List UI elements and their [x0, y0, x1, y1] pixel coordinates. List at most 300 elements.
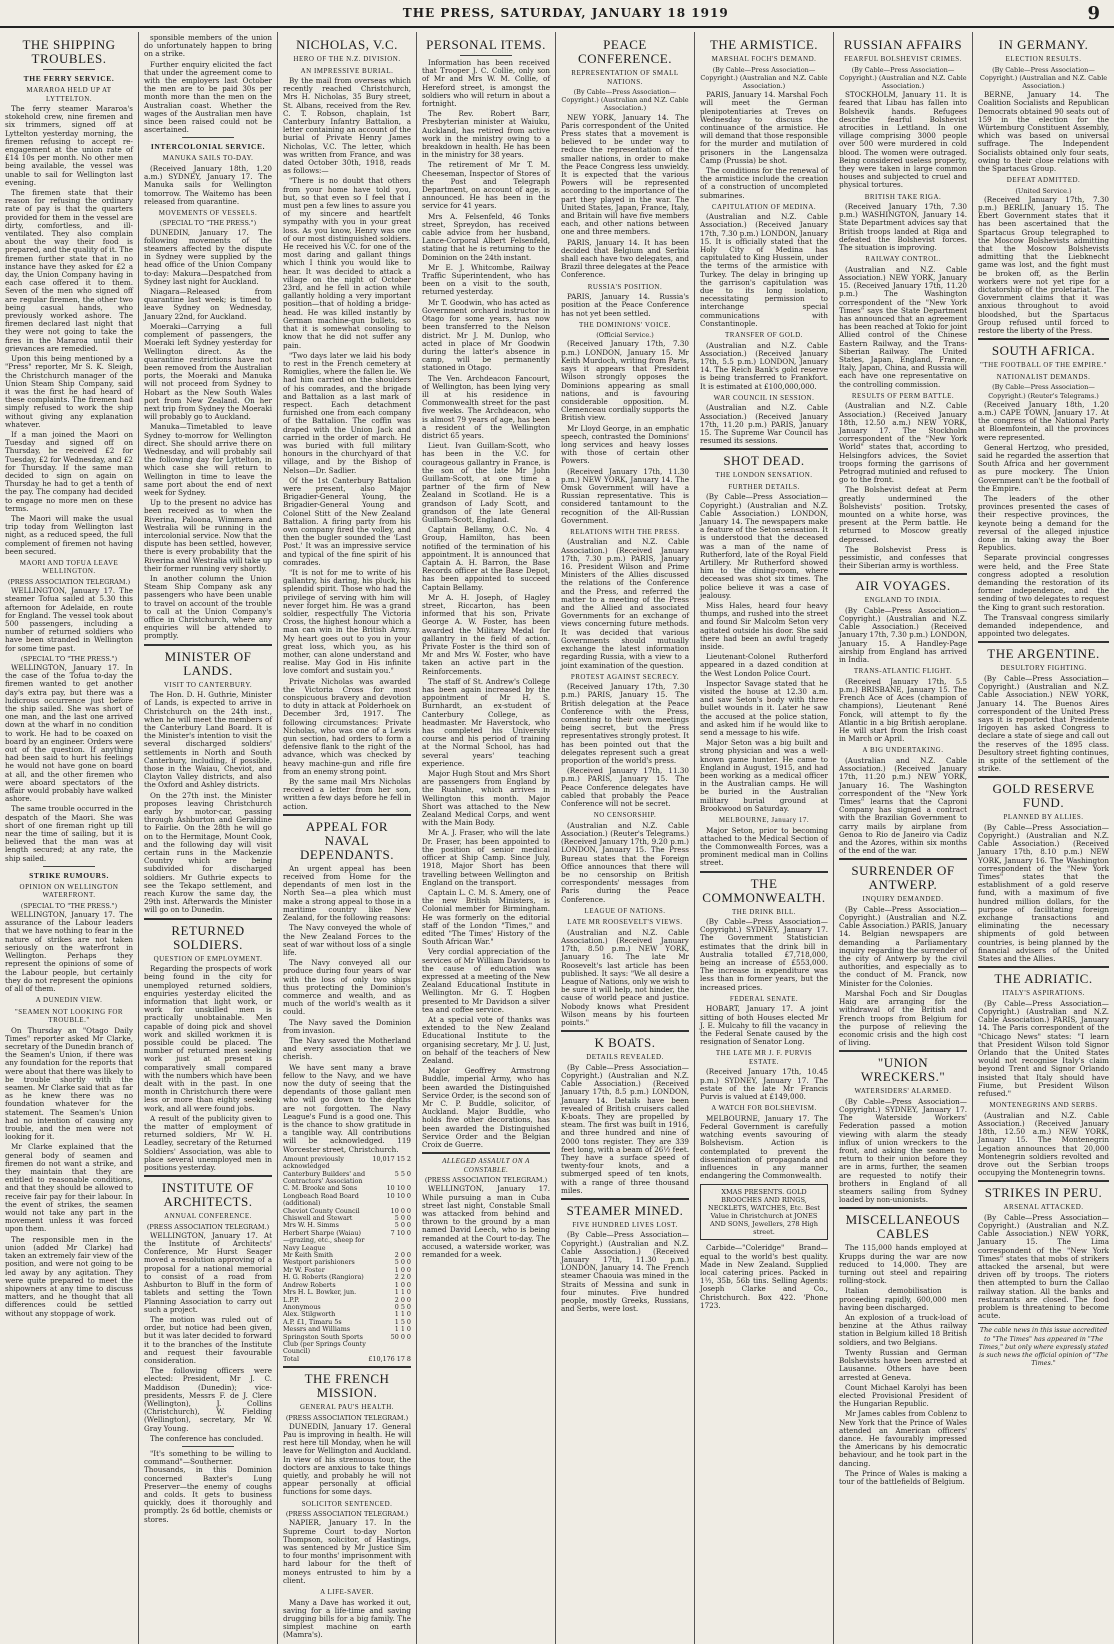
paragraph: (Australian and N.Z. Cable Association.) (Received January 17th, 5.5 p.m.) LONDON, January 14. The Reich Bank's gold reserve is being transferred to Frankfort. It is estimated at £100,000,000.	[700, 340, 828, 391]
paragraph: (Received January 17th, 5.5 p.m.) BRISBANE, January 15. The French Ace of Aces (champion of champions), Lieutenant René Fonck, will attempt to fly the Atlantic in a big British aeroplane. He will start from the Irish coast in March or April.	[839, 676, 967, 744]
paragraph: "There is no doubt that others from your home have told you, but, so that even so I feel that I must pen a few lines to assure you of my sincere and heartfelt sympathy with you in your great loss. As you know, Henry was one of our most distinguished soldiers. He received his V.C. for one of the most daring and gallant things which I think you would like to hear. It was decided to attack a village on the night of October 23rd, and he fell in action while gallantly holding a very important position—that of holding a bridge-head. He was killed instantly by German machine-gun bullets, so that it is somewhat consoling to know that he did not suffer any pain.	[283, 176, 411, 350]
subhead-movements: MOVEMENTS OF VESSELS.	[158, 208, 258, 217]
paragraph: (Received January 18th, 1.20 a.m.) CAPE TOWN, January 17. At the congress of the National Party at Bloemfontein, all the provinces were represented.	[978, 399, 1109, 442]
subhead-arsenal: ARSENAL ATTACKED.	[1003, 1203, 1084, 1212]
subhead-italy: ITALY'S ASPIRATIONS.	[1002, 989, 1085, 998]
paragraph: Very cordial appreciation of the services of Mr William Davidson to the cause of education was expressed at a meeting of the New Zealand Educational Institute in Wellington. Mr G. T. Hogben presented to Mr Davidson a silver tea and coffee service.	[422, 947, 550, 1014]
divider	[839, 1050, 967, 1052]
dateline-tag: (SPECIAL TO "THE PRESS.")	[20, 654, 118, 663]
subhead-melbourne: MELBOURNE, January 17.	[718, 816, 810, 825]
subhead-solicitor: SOLICITOR SENTENCED.	[301, 1499, 393, 1508]
headline-armistice: THE ARMISTICE.	[709, 37, 819, 52]
subscriber-name: H. G. Roberts (Rangiora)	[283, 1273, 364, 1282]
paragraph: Twenty Russian and German Bolshevists have been arrested at Lausanne. Others have been arrested at Geneva.	[839, 1347, 967, 1382]
paragraph: The conference has concluded.	[150, 1433, 264, 1443]
subhead-press-relations: RELATIONS WITH THE PRESS.	[570, 527, 680, 536]
subscriber-name: Mr Keith Smith	[283, 1251, 333, 1260]
subhead-federal-senate: FEDERAL SENATE.	[729, 994, 799, 1003]
subscription-amount: 1 1 0	[394, 1288, 411, 1297]
column-2	[139, 32, 278, 1644]
paragraph: WELLINGTON, January 17. The steamer Tofua sailed at 5.30 this afternoon for Adelaide, en route for England. The vessel took about 500 passengers, including a number of returned soldiers who have been stranded in Wellington for some time past.	[5, 586, 133, 653]
subscription-row	[283, 1193, 411, 1208]
paragraph: The 115,000 hands employed at Krupps during the war are now reduced to 14,000. They are turning out steel and repairing rolling-stock.	[839, 1243, 967, 1286]
paragraph: Moeraki—Carrying a full complement of passengers, the Moeraki left Sydney yesterday for Wellington direct. As the quarantine restrictions have not been removed from the Australian ports, the Moeraki and Manuka will not proceed from Sydney to Hobart as the New South Wales port from New Zealand. On her next trip from Sydney the Moeraki will probably go to Auckland.	[144, 321, 272, 422]
subhead-election: ELECTION RESULTS.	[1005, 55, 1082, 63]
subhead-fighting: DESULTORY FIGHTING.	[1000, 664, 1087, 673]
paragraph: (By Cable—Press Association—Copyright.) (Australian and N.Z. Cable Association.) PARIS, January 14. The Paris correspondent of the "Chicago News" states: "I learn that President Wilson told Signor Orlando that the United States would not recognise Italy's claim beyond Trent and Signor Orlando insisted that Italy should have Fiume, but President Wilson refused."	[978, 998, 1109, 1099]
headline-russian-affairs: RUSSIAN AFFAIRS	[843, 37, 963, 52]
paragraph: The Rev. Robert Barr, Presbyterian minister at Waiuku, Auckland, has retired from active work in the ministry owing to a breakdown in health. He has been in the ministry for 38 years.	[422, 109, 550, 160]
paragraph: The Bolshevist Press is pessimistic, and confesses that their Siberian army is worthless.	[839, 544, 967, 571]
paragraph: Mrs A. Felsenfeld, 46 Tonks street, Spreydon, has received cable advice from her husband, Lance-Corporal Albert Felsenfeld, stating that he is returning to the Dominion on the 24th instant.	[422, 211, 550, 262]
subhead-secrecy: PROTEST AGAINST SECRECY.	[570, 672, 680, 681]
subhead-alleged-assault: ALLEGED ASSAULT ON A CONSTABLE.	[442, 1157, 530, 1174]
subscription-amount: 1 1 0	[394, 1325, 411, 1334]
subscriber-name: Mr W. Foster	[283, 1265, 325, 1274]
dateline-tag: (SPECIAL TO "THE PRESS.")	[20, 901, 118, 910]
paragraph: The conditions for the renewal of the armistice include the creation of a construction of uncompleted submarines.	[700, 165, 828, 200]
times-footnote: The cable news in this issue accredited to "The Times" has appeared in "The Times," but only where expressly stated is such news the official opinion of "The Times."	[978, 1323, 1109, 1367]
paragraph: The retirement of Mr T. M. Cheeseman, Inspector of Stores of the Post and Telegraph Department, on account of age, is announced. He has been in the service for 41 years.	[422, 160, 550, 211]
paragraph: Separate provincial congresses were held, and the Free State congress adopted a resolution demanding the restoration of its former independence, and the sending of two delegates to request the King to grant such restoration.	[978, 553, 1109, 612]
paragraph: PARIS, January 14. Marshal Foch will meet the German plenipotentiaries at Treves on Wednesday to discuss the continuance of the armistice. He will demand that those responsible for the murder and mutilation of prisoners in the Langensalza Camp (Prussia) be shot.	[700, 90, 828, 165]
headline-k-boats: K BOATS.	[594, 1035, 656, 1051]
paragraph: Italian demobilisation is proceeding rapidly, 600,000 men having been discharged.	[839, 1286, 967, 1312]
paragraph: (By Cable—Press Association—Copyright.) (Australian and N.Z. Cable Association.) (Received January 17th, 8.5 p.m.) LONDON, January 14. Details have been revealed of British cruisers called K-boats. They are propelled by steam. The first was built in 1916, and three hundred and nine of 2000 tons register. They are 339 feet long, with a beam of 26½ feet. They have a surface speed of twenty-four knots, and a submerged speed of ten knots, with a range of three thousand miles.	[561, 1062, 689, 1195]
divider	[561, 1198, 689, 1200]
subhead-inquiry: INQUIRY DEMANDED.	[862, 895, 944, 904]
subhead-employment: QUESTION OF EMPLOYMENT.	[153, 954, 263, 963]
paragraph: (By Cable—Press Association—Copyright.) (Australian and N.Z. Cable Association.) (Received January 17th, 11.30 p.m.) LONDON, January 14. The French steamer Chaouia was mined in the Straits of Messina and sunk in four minutes. Five hundred people, mostly Greeks, Russians, and Serbs, were lost.	[561, 1230, 689, 1314]
headline-naval-appeal: APPEAL FOR NAVAL DEPENDANTS.	[300, 818, 394, 862]
paragraph: The leaders of the other provinces presented the cases of their respective provinces, the keynote being a demand for the reversal of the alleged injustice done in taking away the Boer Republics.	[978, 493, 1109, 553]
divider	[839, 1207, 967, 1209]
subscription-amount: 10 10 0	[386, 1184, 411, 1193]
subhead-life-saver: A LIFE-SAVER.	[320, 1588, 374, 1597]
subhead-pau: GENERAL PAU'S HEALTH.	[299, 1403, 395, 1412]
subscription-row	[283, 1171, 411, 1186]
paragraph: Lieutenant-Colonel Rutherford appeared in a dazed condition at the West London Police Court.	[700, 652, 828, 678]
paragraph: By the same mail Mrs Nicholas received a letter from her son, written a few days before he fell in action.	[283, 777, 411, 811]
paragraph: Mr Lloyd George, in an emphatic speech, contrasted the Dominions' long services and heavy losses with those of certain other Powers.	[561, 423, 689, 466]
subscriber-name: Alex. Stilgworth	[283, 1310, 336, 1319]
subscriber-name: Springston South Sports Club (per Springs County Council)	[283, 1332, 366, 1356]
masthead	[0, 0, 1114, 28]
subhead-london-sensation: THE LONDON SENSATION.	[715, 471, 813, 480]
divider	[182, 1446, 233, 1447]
subhead-league: LEAGUE OF NATIONS.	[584, 906, 666, 915]
paragraph: Mr A. J. Fraser, who will the late Dr. Fraser, has been appointed to the position of senior medical officer at Ship Camp. Since July, 1918, Major Short has been travelling between Wellington and England on the transport.	[422, 828, 550, 887]
paragraph: (By Cable—Press Association—Copyright.) SYDNEY, January 17. The Waterside Workers' Federation passed a motion viewing with alarm the steady influx of union wreckers to the front, and asking the seamen to return to their union before they are in arms, further, the seamen are requested to notify their brothers in England of all steamers sailing from Sydney loaded by non-unionists.	[839, 1096, 967, 1205]
subhead-montenegrins: MONTENEGRINS AND SERBS.	[989, 1101, 1098, 1110]
paragraph: Major Seton was a big built and strong physician and was a well-known game hunter. He came to England in August, 1915, and had been working as a medical officer in the Australian camps. He will be buried in the Australian military burial ground at Brookwood on Saturday.	[700, 738, 828, 813]
divider	[700, 871, 828, 873]
divider	[283, 814, 411, 816]
headline-steamer-mined: STEAMER MINED.	[566, 1202, 684, 1218]
paragraph: On the 27th inst. the Minister proposes leaving Christchurch early by motor-car, passing through Ashburton and Geraldine to Fairlie. On the 28th he will go on to the Hermitage, Mount Cook, and the following day will visit certain runs in the Mackenzie Country which are being subdivided for discharged soldiers. Mr Guthrie expects to see the Tekapo settlement, and reach Kurow the same day, the 29th inst. Afterwards the Minister will go on to Dunedin.	[144, 790, 272, 915]
subscriber-name: Anonymous	[283, 1302, 321, 1311]
divider	[978, 641, 1109, 643]
paragraph: Marshal Foch and Sir Douglas Haig are arranging for the withdrawal of the British and French troops from Belgium for the purpose of relieving the economic crisis and the high cost of living.	[839, 988, 967, 1048]
paragraph: (By Cable—Press Association—Copyright.) (Australian and N.Z. Cable Association.) LONDON, January 14. The newspapers make a feature of the Seton sensation. It is understood that the deceased was a man of the name of Rutherford, late of the Royal Field Artillery. Mr Rutherford showed him to the dining-room, where deceased was shot six times. The police believe it was a case of jealousy.	[700, 492, 828, 600]
divider	[43, 69, 94, 70]
subhead-waterfront-opinion: OPINION ON WELLINGTON WATERFRONT.	[19, 882, 119, 900]
subhead-russia-position: RUSSIA'S POSITION.	[587, 282, 663, 291]
paragraph: Mr Clarke explained that the general body of seamen and firemen do not want a strike, and they maintain that they are entitled to reasonable conditions, and that they should be allowed to receive fair pay for their labour. In the event of strikes, the seamen would not take any part in the movement unless it was forced upon them.	[5, 1142, 133, 1234]
subscriber-name: Longbeach Road Board (additional)	[283, 1191, 359, 1208]
divider	[839, 573, 967, 575]
subscriber-name: Amount previously acknowledged	[283, 1154, 344, 1171]
paragraph: An urgent appeal has been received from Home for the dependants of men lost in the North Sea—a plea which must make a strong appeal to those in a maritime country like New Zealand, for the following reasons:	[283, 863, 411, 923]
subscription-row	[283, 1356, 411, 1363]
paragraph: Major Hugh Stout and Mrs Short are passengers from England by the Ruahine, which arrives in Wellington this month. Major Short was attached to the New Zealand Medical Corps, and went with the Main Body.	[422, 769, 550, 828]
paragraph: (Received January 18th, 1.20 a.m.) SYDNEY, January 17. The Manuka sails for Wellington tomorrow. The Waitemo has been released from quarantine.	[144, 163, 272, 206]
subscription-amount: 5 0 0	[394, 1221, 411, 1230]
subscription-row	[283, 1156, 411, 1171]
column-6	[695, 32, 834, 1644]
paragraph: Inspector Savage stated that he visited the house at 12.30 a.m. and saw Seton's body with three bullet wounds in it. Later he saw the accused at the police station, and asked him if he would like to send a message to his wife.	[700, 678, 828, 738]
headline-minister-of-lands: MINISTER OF LANDS.	[164, 648, 252, 678]
paragraph: General Hertzog, who presided, said he regarded the assertion that South Africa and her government as pure mockery. The Union Government can't be the football of the Empire.	[978, 442, 1109, 493]
headline-commonwealth: THE COMMONWEALTH.	[702, 875, 826, 905]
paragraph: (Received January 17th, 11.30 p.m.) PARIS, January 15. The Peace Conference delegates have cabled that probably the Peace Conference will not be secret.	[561, 766, 689, 809]
divider	[144, 644, 272, 646]
subhead-watersiders: WATERSIDERS' ALARMED.	[854, 1087, 952, 1096]
paragraph: Captain Bellamy, O.C. No. 4 Group, Hamilton, has been notified of the termination of his appointment. It is announced that Captain A. H. Barron, the Base Records officer at the Base Depot, has been appointed to succeed Captain Bellamy.	[422, 525, 550, 592]
dateline-tag: (SPECIAL TO "THE PRESS.")	[159, 219, 257, 228]
subhead-defeat: DEFEAT ADMITTED.	[1006, 176, 1081, 185]
headline-personal-items: PERSONAL ITEMS.	[426, 37, 546, 52]
paragraph: DUNEDIN, January 17. General Pau is improving in health. He will rest here till Monday, when he will leave for Wellington and Auckland. In view of his strenuous tour, the doctors are anxious to take things quietly, and probably he will not appear personally at official functions for some days.	[283, 1421, 411, 1497]
paragraph: Of the 1st Canterbury Battalion were present, also Major Brigadier-General Young, the Brigadier-General Young and Colonel Stitt of the New Zealand Battalion. A firing party from his own company fired the volley, and then the bugler sounded the 'Last Post.' It was an impressive service and typical of the fine spirit of his comrades.	[283, 475, 411, 567]
paragraph: WELLINGTON, January 17. In the case of the Tofua to-day the firemen wanted to get another day's extra pay, but there was a ludicrous occurrence just before the ship sailed. She was short of one man, and the last one arrived down at the wharf in no condition to work. He had to be coaxed on board by an engineer. Orders were out of the question. If anything had been said to hurt his feelings he would not have gone on board at all, and the other firemen who were aboard spectators of the affair would probably have walked ashore.	[5, 663, 133, 804]
divider	[978, 1180, 1109, 1182]
headline-architects: INSTITUTE OF ARCHITECTS.	[161, 1180, 255, 1210]
subhead-intercolonial: INTERCOLONIAL SERVICE.	[150, 142, 266, 152]
column-7	[834, 32, 973, 1644]
dateline-tag: (PRESS ASSOCIATION TELEGRAM.)	[285, 1510, 409, 1519]
headline-peru: STRIKES IN PERU.	[984, 1185, 1103, 1201]
subscriber-name: Messrs and Williams	[283, 1325, 351, 1334]
paragraph: The following officers were elected: President, Mr J. C. Maddison (Dunedin); vice-presidents, Messrs F. de J. Clere (Wellington), J. Collins (Christchurch), W. Fielding (Wellington), secretary, Mr W. Gray Young.	[144, 1366, 272, 1433]
paragraph: Further enquiry elicited the fact that under the agreement come to with the employers last October the men are to be paid 30s per month more than the men on the Australian coast. Whether the wages of the Australian men have since been raised could not be ascertained.	[144, 59, 272, 135]
paragraph: (Received January 17th, 11.30 p.m.) NEW YORK, January 14. The Omsk Government will have a Russian representative. This is considered tantamount to the recognition of the All-Russian Government.	[561, 466, 689, 525]
paragraph: (Australian and N.Z. Cable Association.) (Received January 17th, 7.30 p.m.) PARIS, January 16. President Wilson and Prime Ministers of the Allies discussed the relations of the Conference and the Press, and referred the matter to a meeting of the Press and the Allied and associated Governments for an exchange of views concerning future methods. It was decided that various Governments should mutually exchange the latest information regarding Russia, with a view to a joint examination of the question.	[561, 537, 689, 670]
subscriber-name: L.P.P.	[283, 1295, 300, 1304]
paragraph: (Received January 17th, 7.30 p.m.) PARIS, January 15. The British delegation at the Peace Conference with the Press, consenting to their own meetings being secret, but the Press representatives strongly protest. It has been pointed out that the delegates represent such a great proportion of the world's press.	[561, 682, 689, 766]
subscriber-name: Westport parishioners	[283, 1258, 355, 1267]
headline-nicholas: NICHOLAS, V.C.	[296, 37, 398, 52]
subhead-burial: AN IMPRESSIVE BURIAL.	[300, 66, 394, 75]
headline-adriatic: THE ADRIATIC.	[994, 971, 1093, 987]
subhead-football: "THE FOOTBALL OF THE EMPIRE."	[980, 361, 1107, 370]
headline-shot-dead: SHOT DEAD.	[723, 453, 805, 469]
subhead-dunedin-view: A DUNEDIN VIEW.	[35, 996, 103, 1005]
divider	[839, 858, 967, 860]
headline-misc-cables: MISCELLANEOUS CABLES	[845, 1212, 961, 1242]
subhead-drink-bill: THE DRINK BILL.	[731, 907, 797, 916]
paragraph: (By Cable—Press Association—Copyright.) (Australian and N.Z. Cable Association.) NEW YORK, January 14. The Buenos Aires correspondent of the United Press says it is reported that Presidente Irigoyen has asked Congress to declare a state of siege and call out the reserves of the 1895 class. Desultory street fighting continues, in spite of the settlement of the strike.	[978, 673, 1109, 774]
subscriber-name: Mrs H. L. Bowker, jun.	[283, 1288, 357, 1297]
subhead-maraora: MARAROA HELD UP AT LYTTELTON.	[26, 86, 112, 103]
paragraph: STOCKHOLM, January 11. It is feared that Libau has fallen into Bolshevik hands. Refugees describe fearful Bolshevist atrocities in Lettland. In one village comprising 3000 people over 500 were murdered in cold blood. The women were outraged. Being considered useless property, they were taken in large common houses and subjected to cruel and physical tortures.	[839, 90, 967, 190]
paragraph: (By Cable—Press Association—Copyright.) (Australian and N.Z. Cable Association.) (Received January 17th, 8.10 p.m.) NEW YORK, January 16. The Washington correspondent of the "New York Times" states that the establishment of a gold reserve fund, with a maximum of five hundred million dollars, for the purpose of facilitating foreign exchange transactions and eliminating the necessary shipments of gold between countries, is being planned by the financial advisers of the United States and the Allies.	[978, 822, 1109, 964]
subscription-amount: 2 2 0	[394, 1273, 411, 1282]
subhead-foch: MARSHAL FOCH'S DEMAND.	[711, 55, 817, 63]
advert-paragraph: Carbide—"Coleridge" Brand—equal to the world's best quality. Made in New Zealand. Supplied local catering prices. Packed in 1½, 35b, 56b tins. Selling Agents: Joseph Clarke and Co., Christchurch. Box 422. 'Phone 1723.	[700, 1243, 828, 1310]
paragraph: Miss Hales, heard four heavy thumps, and rushed into the street and found Sir Malcolm Seton very agitated outside his door. She said there had been an awful tragedy inside.	[700, 600, 828, 651]
dateline-tag: (By Cable—Press Association—Copyright.) (Australian and N.Z. Cable Association.)	[700, 65, 828, 90]
dateline-tag: (By Cable—Press Association—Copyright.) (Australian and N.Z. Cable Association.)	[839, 65, 967, 90]
divider	[43, 866, 94, 867]
paragraph: (By Cable—Press Association—Copyright.) SYDNEY, January 17. The Government Statistician estimates that the drink bill in Australia totalled £7,718,000, being an increase of £553,000. The increase in expenditure was less than in former years, but the increased prices.	[700, 917, 828, 992]
headline-south-africa: SOUTH AFRICA.	[991, 343, 1096, 359]
paragraph: (Received January 17th, 7.30 p.m.) BERLIN, January 15. The Ebert Government states that it has been ascertained that the Spartacus Group telegraphed to the Moscow Bolshevists admitting that the Moscow Bolshevists admitting that the Liebknecht game was lost, and the fight must be broken off, as the Berlin workers were not yet ripe for a dictatorship of the proletariat. The Government claims that it was anxious throughout to avoid bloodshed, but the Spartacus Group refused until forced to restore the liberty of the Press.	[978, 194, 1109, 336]
paragraph: By the mail from overseas which recently reached Christchurch, Mrs H. Nicholas, 35 Bury street, St. Albans, received from the Rev. C. T. Robson, chaplain, 1st Canterbury Infantry Battalion, a letter containing an account of the burial of Private Henry James Nicholas, V.C. The letter, which was written from France, and was dated October 30th, 1918, reads as follows:—	[283, 76, 411, 176]
paragraph: The Navy saved the Dominion from invasion.	[283, 1017, 411, 1035]
subhead-bolshevism-watch: A WATCH FOR BOLSHEVISM.	[711, 1104, 817, 1113]
paragraph: The responsible men in the union (added Mr Clarke) had taken an extremely fair view of the position, and were not going to be led away by any agitation. They were quite prepared to meet the shipowners at any time to discuss matters, and he thought that all differences could be settled without any stoppage of work.	[5, 1234, 133, 1318]
subhead-maori-tofua: MAORI AND TOFUA LEAVE WELLINGTON.	[19, 558, 119, 576]
paragraph: An explosion of a truck-load of benzine at the Athus railway station in Belgium killed 18 British soldiers, and two Belgians.	[839, 1313, 967, 1347]
subscription-amount: 10,017 15 2	[372, 1154, 411, 1163]
subscription-row	[283, 1230, 411, 1252]
dateline-tag: (Official Service.)	[596, 331, 654, 340]
paragraph: MELBOURNE, January 17. The Federal Government is carefully watching events savouring of Bolshevism. Action is contemplated to prevent the dissemination of propaganda and influences in any manner endangering the Commonwealth.	[700, 1113, 828, 1181]
paragraph: (Australian and N.Z. Cable Association.) (Received January 18th, 12.50 a.m.) NEW YORK, January 17. The Stockholm correspondent of the "New York World" states that, according to Helsingfors advices, the Soviet troops forming the garrisons of Petrograd mutinied and refused to go to the front.	[839, 401, 967, 485]
paragraph: (By Cable—Press Association—Copyright.) (Australian and N.Z. Cable Association.) PARIS, January 14. Belgian newspapers are demanding a Parliamentary inquiry regarding the surrender of the city of Antwerp by the civil authorities, and especially as to the conduct of M. Franck, now Minister for the Colonies.	[839, 904, 967, 988]
paragraph: Captain L. C. M. S. Amery, one of the new British Ministers, is Colonial member for Birmingham. He was formerly on the editorial staff of the London "Times," and edited "The Times' History of the South African War."	[422, 887, 550, 947]
divider	[561, 1030, 689, 1032]
subscription-amount: 7 10 0	[390, 1228, 411, 1237]
subhead-war-council: WAR COUNCIL IN SESSION.	[713, 393, 815, 402]
dateline-tag: (PRESS ASSOCIATION TELEGRAM.)	[146, 1222, 270, 1231]
subscription-list	[283, 1156, 411, 1363]
subscription-amount: 0 5 0	[394, 1302, 411, 1311]
subscriber-name: C. M. Brooke and Sons	[283, 1184, 358, 1193]
subhead-hero: HERO OF THE N.Z. DIVISION.	[293, 55, 401, 63]
paragraph: Major Geoffrey Armstrong Buddle, imperial Army, who has been awarded the Distinguished Service Order, is the second son of Mr C. P. Buddle, solicitor, of Auckland. Major Buddle, who holds five other decorations, has been awarded the Distinguished Service Order and the Belgian Croix de Guerre.	[422, 1066, 550, 1149]
divider	[283, 1366, 411, 1368]
subhead-england-india: ENGLAND TO INDIA.	[864, 596, 942, 605]
paragraph: Many a Dave has worked it out, saving for a life-time and saving drugging bills for a big family. The simplest machine on earth (Mamra's).	[283, 1597, 411, 1640]
paragraph: (By Cable—Press Association—Copyright.) (Australian and N.Z. Cable Association.) NEW YORK, January 15. The Lima correspondent of the "New York Times" states that mobs of strikers attacked the arsenal, but were driven off by troops. The rioters then attempted to burn the Callao railway station. All the banks and restaurants are closed. The food problem is threatening to become acute.	[978, 1212, 1109, 1321]
paragraph: The Ven. Archdeacon Fancourt, of Wellington, has been lying very ill at his residence in Commonwealth street for the past five weeks. The Archdeacon, who is almost 79 years of age, has been a resident of the Wellington district 65 years.	[422, 373, 550, 440]
page-number: 9	[1087, 2, 1100, 24]
dateline-tag: (PRESS ASSOCIATION TELEGRAM.)	[7, 577, 131, 586]
subscription-amount: 1 0 0	[394, 1280, 411, 1289]
newspaper-columns	[0, 32, 1114, 1640]
paragraph: (Australian and N.Z. Cable Association.) (Reuter's Telegrams.) (Received January 17th, 9.20 p.m.) LONDON, January 15. The Press Bureau states that the Foreign Office announces that there will be no censorship on British correspondents' messages from Paris during the Peace Conference.	[561, 820, 689, 904]
paragraph: (Australian and N.Z. Cable Association.) (Received January 18th, 12.50 a.m.) NEW YORK, January 15. The Montenegrin Legation announces that 20,000 Montenegrin soldiers revolted and drove out the Serbian troops occupying the Montenegrin towns.	[978, 1110, 1109, 1178]
paragraph: Mr T. Goodwin, who has acted as Government orchard instructor in Otago for some years, has now been transferred to the Nelson district. Mr J. M. Dunlop, who acted in place of Mr Goodwin during the latter's absence in camp, will be permanently stationed in Otago.	[422, 297, 550, 373]
paragraph: HOBART, January 17. A joint sitting of both Houses elected Mr J. E. Mulcahy to fill the vacancy in the Federal Senate caused by the resignation of Senator Long.	[700, 1004, 828, 1047]
subhead-nationalist: NATIONALIST DEMANDS.	[996, 372, 1091, 381]
paragraph: On Thursday an "Otago Daily Times" reporter asked Mr Clarke, secretary of the Dunedin branch of the Seamen's Union, if there was any foundation for the reports that were about that there was likely to be trouble shortly with the seamen. Mr Clarke said that as far as he knew there was no foundation whatever for the statement. The Seamen's Union had no intention of causing any trouble, and the men were not looking for it.	[5, 1025, 133, 1142]
subhead-seamen: "SEAMEN NOT LOOKING FOR TROUBLE."	[14, 1007, 124, 1025]
paragraph: We have sent many a brave fellow to the Navy, and we have now the duty of seeing that the dependants of those gallant men who will go down to the depths are not forgotten. The Navy League's Fund is a good one. This is the chance to show gratitude in a tangible way. All contributions will be acknowledged. 119 Worcester street, Christchurch.	[283, 1062, 411, 1154]
subscription-amount: 2 0 0	[394, 1295, 411, 1304]
divider	[144, 1175, 272, 1177]
paragraph: PARIS, January 14. It has been decided that Belgium and Serbia shall each have two delegates, and Brazil three delegates at the Peace Conference.	[561, 237, 689, 280]
subscription-amount: 1 5 0	[394, 1317, 411, 1326]
divider	[978, 338, 1109, 340]
paragraph: The Prince of Wales is making a tour of the battlefields of Belgium.	[839, 1468, 967, 1486]
issue-line: THE PRESS, SATURDAY, JANUARY 18 1919	[402, 6, 729, 20]
headline-gold-reserve: GOLD RESERVE FUND.	[992, 781, 1095, 811]
subscription-amount: 5 0 0	[394, 1258, 411, 1267]
subhead-further-details: FURTHER DETAILS.	[728, 482, 800, 491]
paragraph: DUNEDIN, January 17. The following movements of the steamers affected by the dispute in Sydney were supplied by the head office of the Union Company to-day: Makura—Despatched from Sydney last night for Auckland.	[144, 227, 272, 286]
paragraph: The staff of St. Andrew's College has been again increased by the appointment of Mr H. S. Burnhardt, an ex-student of Canterbury College, as headmaster. Mr Haverstock, who has completed his University course and his period of training at the Normal School, has had several years' teaching experience.	[422, 676, 550, 768]
paragraph: "Two days later we laid his body to rest in the French cemetery at Romiglies, where the fallen lie. We had him carried on the shoulders of his comrades, and the brigade and Battalion as a last mark of respect. Each detachment furnished one from each company of the Battalion. The coffin was draped with the Union Jack and carried in the order of march. He was buried with full military honours in the churchyard of that village, and by the Bishop of Nelson—Dr. Sadlier.	[283, 350, 411, 475]
paragraph: (Received January 17th, 7.30 p.m.) WASHINGTON, January 14. State Department advices say that British troops landed at Riga and defeated the Bolshevist forces. The situation is improving.	[839, 202, 967, 253]
subhead-roosevelt: LATE MR ROOSEVELT'S VIEWS.	[567, 918, 683, 927]
subhead-crimes: FEARFUL BOLSHEVIST CRIMES.	[844, 55, 962, 63]
paragraph: NAPIER, January 17. In the Supreme Court to-day Norton Thompson, solicitor, of Hastings, was sentenced by Mr Justice Sim to four months' imprisonment with hard labour for the theft of moneys entrusted to him by a client.	[283, 1518, 411, 1585]
paragraph: (Received January 17th, 10.45 p.m.) SYDNEY, January 17. The estate of the late Mr Francis Purvis is valued at £149,000.	[700, 1067, 828, 1102]
subscription-amount: 5 0 0	[394, 1214, 411, 1223]
subhead-railway: RAILWAY CONTROL.	[865, 255, 941, 264]
paragraph: Niagara—Released from quarantine last week; is timed to leave Sydney on Wednesday, January 22nd, for Auckland.	[144, 287, 272, 321]
subhead-manuka: MANUKA SAILS TO-DAY.	[162, 154, 254, 163]
paragraph: (Australian and N.Z. Cable Association.) (Received January 17th, 11.20 p.m.) NEW YORK, January 16. The Washington correspondent of the "New York Times" learns that the Caproni Company has signed a contract with the Brazilian Government to carry mails by airplane from Genoa to Rio de Janeiro via Cadiz and the Azores, within six months of the end of the war.	[839, 755, 967, 856]
dateline-tag: (By Cable—Press Association—Copyright.) (Australian and N.Z. Cable Association.)	[979, 65, 1108, 90]
paragraph: WELLINGTON, January 17. At the Institute of Architects' Conference, Mr Hurst Seager moved a resolution approving of a proposal for a national memorial to consist of a road from Ashburton to Bluff in the form of tablets and setting the Town Planning Association to carry out such a project.	[144, 1230, 272, 1314]
subhead-gold: TRANSFER OF GOLD.	[725, 331, 803, 340]
subscription-amount: 1 1 0	[394, 1310, 411, 1319]
subscriber-name: Cheviot County Council	[283, 1206, 360, 1215]
paragraph: The Maori will make the usual trip today from Wellington last night, as a reduced speed, the full complement of firemen not having been secured.	[5, 513, 133, 556]
column-5	[556, 32, 695, 1644]
paragraph: The Transvaal congress similarly demanded independence, and appointed two delegates.	[978, 612, 1109, 639]
divider	[978, 776, 1109, 778]
advert-xmas-presents: XMAS PRESENTS. GOLD BROOCHES AND RINGS, NECKLETS, WATCHES, Etc. Best Value in Christchurch at JONES AND SONS, Jewellers, 278 High street.	[700, 1184, 828, 1240]
paragraph: Private Nicholas was awarded the Victoria Cross for most conspicuous bravery and devotion to duty in attack at Polderhoek on December 3rd, 1917. The following circumstances: Private Nicholas, who was one of a Lewis gun section, had orders to form a defensive flank to the right of the advance, which was checked by heavy machine-gun and rifle fire from an enemy strong point.	[283, 676, 411, 776]
divider	[144, 918, 272, 920]
paragraph: The motion was ruled out of order, but notice had been given, but it was later decided to forward it to the branches of the Institute and request their favourable consideration.	[144, 1314, 272, 1365]
subscriber-name: Chiswell and Stewart	[283, 1214, 353, 1223]
paragraph: The ferry steamer Mararoa's stokehold crew, nine firemen and six trimmers, signed off at Lyttelton yesterday morning, the firemen refusing to accept re-engagement at the union rate of £14 10s per month. No other men being available, the vessel was unable to sail for Wellington last evening.	[5, 104, 133, 187]
dateline-tag: (By Cable—Press Association—Copyright.) (Australian and N.Z. Cable Association.)	[561, 88, 689, 113]
paragraph: sponsible members of the union do unfortunately happen to bring on a strike.	[144, 33, 272, 59]
column-4	[417, 32, 556, 1644]
headline-french-mission: THE FRENCH MISSION.	[304, 1371, 390, 1401]
subhead-censorship: NO CENSORSHIP.	[593, 811, 657, 820]
headline-union-wreckers: "UNION WRECKERS."	[860, 1055, 946, 1085]
paragraph: (Australian and N.Z. Cable Association.) NEW YORK, January 15. (Received January 17th, 11.20 p.m.) The Washington correspondent of the "New York Times" says the State Department has announced that an agreement has been reached at Tokio for joint Allied control of the Chinese Eastern Railway, and the Trans-Siberian Railway. The United States, Japan, England, France, Italy, Japan, China, and Russia will each have one representative on the controlling commission.	[839, 264, 967, 389]
subhead-strike-rumours: STRIKE RUMOURS.	[29, 870, 109, 880]
dateline-tag: (PRESS ASSOCIATION TELEGRAM.)	[424, 1176, 548, 1185]
column-8	[973, 32, 1114, 1644]
paragraph: The same trouble occurred in the despatch of the Maori. She was short of one fireman right up till near the time of sailing, but it is believed that the man was at length secured; at any rate, the ship sailed.	[5, 804, 134, 863]
column-3	[278, 32, 417, 1644]
paragraph: Up to the present no advice has been received as to when the Riverina, Paloona, Wimmera and Westralia will be running in the intercolonial service. Now that the dispute has been settled, however, there is every probability that the Riverina and Westralia will take up their former running very shortly.	[144, 498, 272, 573]
paragraph: The Bolshevist defeat at Perm greatly undermined the Bolshevists' position. Trotsky, mounted on a white horse, was present at the Perm battle. He returned to Moscow greatly depressed.	[839, 485, 967, 544]
subscriber-name: Canterbury Builders' and Contractors' Association	[283, 1169, 366, 1185]
dateline-tag: (United Service.)	[1015, 186, 1072, 195]
paragraph: A result of the publicity given to the matter of employment of returned soldiers, Mr W. H. Leadley, secretary of the Returned Soldiers' Association, was able to place several unemployed men in positions yesterday.	[144, 1113, 272, 1172]
subhead-visit: VISIT TO CANTERBURY.	[163, 680, 253, 689]
divider	[978, 966, 1109, 968]
subhead-medina: CAPITULATION OF MEDINA.	[711, 202, 817, 211]
paragraph: (Australian and N.Z. Cable Association.) (Received January 17th, 11.20 p.m.) PARIS, January 15. The Supreme War Council has resumed its sessions.	[700, 403, 828, 446]
paragraph: The firemen state that their reason for refusing the ordinary rate of pay is that the quarters provided for them in the vessel are dirty, comfortless, and ill-ventilated. They also complain about the way their food is prepared, and the quality of it. The firemen further state that in no instance have they asked for £2 a day, the Union Company having in each case offered it to them. Seven of the men who signed off are regular firemen, the other two being casual hands, who previously worked ashore. The firemen declared last night that they were not going to take the fires in the Mararoa until their grievances are remedied.	[5, 188, 133, 353]
subscription-amount: 5 5 0	[394, 1169, 411, 1178]
headline-shipping-troubles: THE SHIPPING TROUBLES.	[22, 37, 116, 66]
subscriber-name: Herbert Sharpe (Waiau) —grazing, etc., sheep for Navy League	[283, 1228, 365, 1252]
paragraph: NEW YORK, January 14. The Paris correspondent of the United Press states that a movement is believed to be under way to reduce the representation of the smaller nations, in order to make the Peace Congress less unwieldy. It is expected that the various Powers will be represented according to the importance of the part they played in the war. The United States, Japan, France, Italy, and Britain will have five members each, and other nations between one and three members.	[561, 112, 689, 237]
column-1	[0, 32, 139, 1644]
subhead-details: DETAILS REVEALED.	[586, 1053, 664, 1062]
paragraph: Major Seton, prior to becoming attached to the Medical Section of the Commonwealth Forces, was a prominent medical man in Collins street.	[700, 825, 828, 868]
paragraph: The Hon. D. H. Guthrie, Minister of Lands, is expected to arrive in Christchurch on the 24th inst., when he will meet the members of the Canterbury Land Board. It is the Minister's intention to visit the several discharged soldiers' settlements in North and South Canterbury, including, if possible, those in the Waiau, Cheviot, and Clayton Valley districts, and also the Oxford and Ashley districts.	[144, 690, 272, 790]
subhead-allies: PLANNED BY ALLIES.	[1003, 813, 1084, 822]
paragraph: WELLINGTON, January 17. The assurance of the Labour leaders that we have nothing to fear in the nature of strikes are not taken seriously on the waterfront in Wellington. Perhaps they represent the opinions of some of the Labour people, but certainly they do not represent the opinions of all of them.	[5, 910, 133, 993]
paragraph: The Navy conveyed all our produce during four years of war with the loss of only two ships thus protecting the Dominion's commerce and wealth, and as much of the world's wealth as it could.	[283, 958, 411, 1017]
subhead-trans-atlantic: TRANS-ATLANTIC FLIGHT.	[853, 667, 953, 676]
paragraph: Manuka—Timetabled to leave Sydney to-morrow for Wellington direct. She should arrive there on Wednesday, and will probably sail the following day for Lyttelton, in which case she will return to Wellington in time to leave the same port about the end of next week for Sydney.	[144, 422, 272, 497]
paragraph: In another column the Union Steam Ship Company ask any passengers who have been unable to travel on account of the trouble to call at the Union Company's office in Christchurch, where any enquiries will be attended to promptly.	[144, 573, 272, 641]
paragraph: Mr E. J. Whitcombe, Railway Traffic Superintendent, who has been on a visit to the south, returned yesterday.	[422, 262, 550, 297]
subscription-amount: 50 0 0	[390, 1332, 411, 1341]
subhead-small-nations: REPRESENTATION OF SMALL NATIONS.	[571, 69, 679, 86]
subscription-row	[283, 1334, 411, 1356]
headline-returned-soldiers: RETURNED SOLDIERS.	[171, 922, 245, 952]
paragraph: (Received January 17th, 7.30 p.m.) LONDON, January 15. Mr Keith Murdoch, writing from Paris, says it appears that President Wilson strongly opposes the Dominions appearing as small nations, and is favouring considerable opposition. M. Clemenceau cordially supports the British view.	[561, 339, 689, 423]
paragraph: At a special vote of thanks was extended to the New Zealand Educational Institute to the organising secretary, Mr J. U. Just, on behalf of the teachers of New Zealand.	[422, 1014, 550, 1065]
divider	[422, 1152, 550, 1154]
paragraph: Mr James cables from Coblenz to New York that the Prince of Wales attended an American officers' dance. He favourably impressed the Americans by his democratic behaviour, and he took part in the dancing.	[839, 1409, 967, 1468]
subhead-big-undertaking: A BIG UNDERTAKING.	[862, 746, 944, 755]
subhead-riga: BRITISH TAKE RIGA.	[864, 192, 942, 201]
paragraph: The Navy saved the Motherland and every association that we cherish.	[283, 1035, 411, 1062]
subscription-row	[283, 1289, 411, 1296]
headline-germany: IN GERMANY.	[998, 37, 1089, 52]
subhead-conference: ANNUAL CONFERENCE.	[164, 1212, 252, 1221]
paragraph: Count Michael Karolyi has been elected Provisional President of the Hungarian Republic.	[839, 1382, 967, 1409]
headline-air-voyages: AIR VOYAGES.	[855, 578, 951, 594]
paragraph: Mr A. H. Joseph, of Hagley street, Riccarton, has been informed that his son, Private George A. W. Foster, has been awarded the Military Medal for gallantry in the field of action. Private Foster is the third son of Mr and Mrs W. Foster, who have taken an active part in the Reinforcements.	[422, 592, 550, 676]
subscriber-name: Andrew Roberts	[283, 1280, 336, 1289]
subscriber-name: Total	[283, 1354, 300, 1363]
paragraph: Regarding the prospects of work being found in the city for unemployed returned soldiers, enquiries yesterday elicited the information that light work, or work for unskilled men is practically unobtainable. Men capable of doing pick and shovel work and skilled workmen it is possible could be placed. The number of returned men seeking work just at present is comparatively small compared with the numbers which have been dealt with in the past. In one month in Christchurch there were less or more than eighty seeking work, and all were found jobs.	[144, 964, 272, 1113]
subscription-amount: £10,176 17 8	[368, 1354, 411, 1363]
paragraph: Upon this being mentioned by a "Press" reporter, Mr S. K. Sleigh, the Christchurch manager of the Union Steam Ship Company, said it was the first he had heard of these complaints. The firemen had simply refused to work the ship without giving any explanation whatever.	[5, 354, 133, 429]
subhead-lives-lost: FIVE HUNDRED LIVES LOST.	[572, 1220, 678, 1229]
subscriber-name: Mrs W. H. Simms	[283, 1221, 339, 1230]
headline-argentine: THE ARGENTINE.	[987, 646, 1100, 662]
subhead-ferry-service: THE FERRY SERVICE.	[23, 74, 115, 83]
subhead-perm: RESULTS OF PERM BATTLE.	[851, 391, 955, 400]
paragraph: PARIS, January 14. Russia's position at the Peace Conference has not yet been settled.	[561, 292, 689, 318]
headline-antwerp: SURRENDER OF ANTWERP.	[851, 863, 955, 893]
subhead-purvis-estate: THE LATE MR J. F. PURVIS ESTATE.	[715, 1049, 813, 1066]
dateline-tag: (By Cable—Press Association—Copyright.) (Reuter's Telegrams.)	[988, 383, 1099, 400]
subscription-amount: 2 0 0	[394, 1251, 411, 1260]
paragraph: If a man joined the Maori on Tuesday and signed off on Thursday, he received £2 for Tuesday, £2 for Wednesday, and £2 for Thursday. If the same man decided to sign on again on Thursday he had to get a tenth of the pay. The company had decided to engage no more men on these terms.	[5, 429, 133, 513]
paragraph: (Australian and N.Z. Cable Association.) (Received January 17th, 8.50 p.m.) NEW YORK, January 16. The late Mr Roosevelt's last article has been published. It says: "We all desire a League of Nations, only we wish to be sure it will help, not hinder, the cause of world peace and justice. Nobody knows what President Wilson means by his fourteen points."	[561, 927, 689, 1028]
divider	[700, 448, 828, 450]
paragraph: (Australian and N.Z. Cable Association.) (Received January 17th, 7.30 p.m.) LONDON, January 15. It is officially stated that the Holy City of Medina has capitulated to King Hussein, under the terms of the armistice with Turkey. The delay in bringing up the garrison's capitulation was due to its long isolation, necessitating permission to interchange special communications with Constantinople.	[700, 212, 828, 328]
paragraph: (By Cable—Press Association—Copyright.) (Australian and N.Z. Cable Association.) (Received January 17th, 7.30 p.m.) LONDON, January 15. A Handley-Page airship from England has arrived in India.	[839, 605, 967, 665]
subhead-dominions-voice: THE DOMINIONS' VOICE.	[579, 320, 671, 329]
paragraph: "It is not for me to write of his gallantry, his daring, his pluck, his splendid spirit. Those who had the privilege of serving with him will never forget him. He was a grand soldier, respectfully The Victoria Cross, the highest honour which a man can win in the British Army. My heart goes out to you in your great loss, which you, as his mother, can alone understand and realise. May God in His infinite love comfort and sustain you."	[283, 567, 411, 676]
subscriber-name: A.P. £1, Timaru 5s	[283, 1317, 342, 1326]
paragraph: Information has been received that Trooper J. C. Collie, only son of Mr and Mrs W. M. Collie, of Hereford street, is amongst the soldiers who will return in about a fortnight.	[422, 58, 550, 109]
dateline-tag: (PRESS ASSOCIATION TELEGRAM.)	[285, 1413, 409, 1422]
paragraph: The Navy conveyed the whole of the New Zealand Forces to the seat of war without loss of a single life.	[283, 923, 411, 957]
